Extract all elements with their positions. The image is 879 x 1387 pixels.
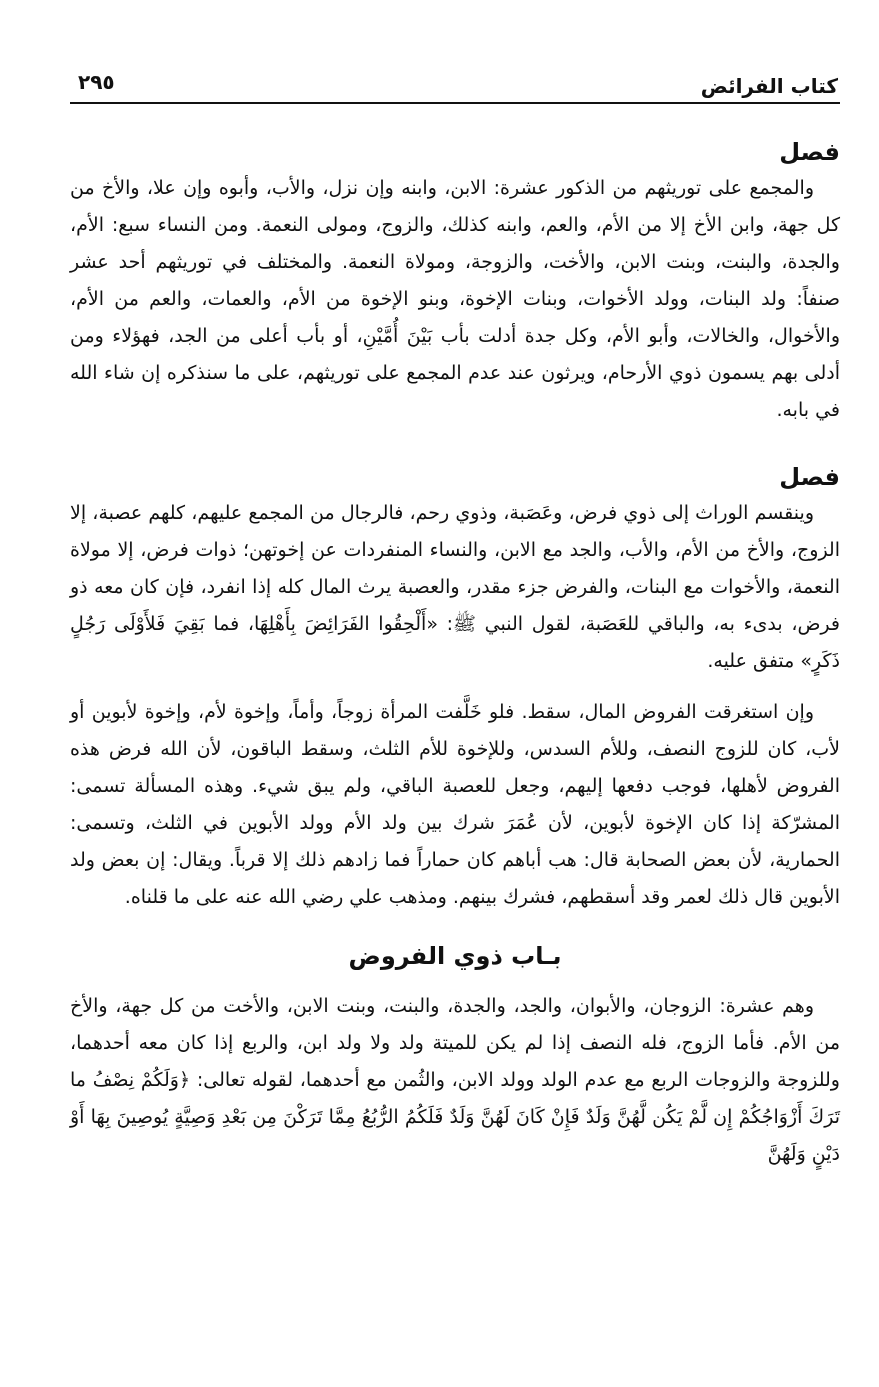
section-heading-2: فصل bbox=[779, 463, 840, 491]
section-2-paragraph-1: وينقسم الوراث إلى ذوي فرض، وعَصَبة، وذوي رحم، فالرجال من المجمع عليهم، كلهم عصبة، إلا الزوج، والأخ من الأم، والأب، والجد مع الابن، والنساء المنفردات عن إخوتهن؛ ذوات فرض، إلا مولاة النعمة، والأخوات مع البنات، والفرض جزء مقدر، والعصبة يرث المال كله إذا انفرد، فإن كان معه ذو فرض، بدىء به، والباقي للعَصَبة، لقول النبي ﷺ: «أَلْحِقُوا الفَرَائِضَ بِأَهْلِهَا، فما بَقِيَ فَلأَوْلَى رَجُلٍ ذَكَرٍ» متفق عليه. bbox=[70, 502, 840, 672]
section-heading-1: فصل bbox=[779, 138, 840, 166]
chapter-paragraph-1: وهم عشرة: الزوجان، والأبوان، والجد، والجدة، والبنت، وبنت الابن، والأخت من كل جهة، والأخ من الأم. فأما الزوج، فله النصف إذا لم يكن للميتة ولد ولا ولد ابن، والربع إذا كان معه أحدهما، وللزوجة والزوجات الربع مع عدم الولد وولد الابن، والثُمن مع أحدهما، لقوله تعالى: ﴿وَلَكُمْ نِصْفُ ما تَرَكَ أَزْوَاجُكُمْ إِن لَّمْ يَكُن لَّهُنَّ وَلَدٌ فَإِنْ كَانَ لَهُنَّ وَلَدٌ فَلَكُمُ الرُّبُعُ مِمَّا تَرَكْنَ مِن بَعْدِ وَصِيَّةٍ يُوصِينَ بِهَا أَوْ دَيْنٍ وَلَهُنَّ bbox=[70, 995, 840, 1165]
book-page bbox=[70, 60, 840, 1350]
page-header bbox=[70, 60, 840, 104]
page-number: ٢٩٥ bbox=[78, 70, 115, 94]
chapter-heading: بـاب ذوي الفروض bbox=[348, 942, 562, 970]
running-title: كتاب الفرائض bbox=[700, 74, 838, 98]
section-2-paragraph-2: وإن استغرقت الفروض المال، سقط. فلو خَلَّفت المرأة زوجاً، وأماً، وإخوة لأم، وإخوة لأبوين أو لأب، كان للزوج النصف، وللأم السدس، وللإخوة للأم الثلث، وسقط الباقون، لأن الله فرض هذه الفروض لأهلها، فوجب دفعها إليهم، وجعل للعصبة الباقي، ولم يبق شيء. وهذه المسألة تسمى: المشرّكة إذا كان الإخوة لأبوين، لأن عُمَرَ شرك بين ولد الأم وولد الأبوين في الثلث، وتسمى: الحمارية، لأن بعض الصحابة قال: هب أباهم كان حماراً فما زادهم ذلك إلا قرباً. ويقال: إن بعض ولد الأبوين قال ذلك لعمر وقد أسقطهم، فشرك بينهم. ومذهب علي رضي الله عنه على ما قلناه. bbox=[70, 701, 840, 908]
section-1-paragraph: والمجمع على توريثهم من الذكور عشرة: الابن، وابنه وإن نزل، والأب، وأبوه وإن علا، والأخ من كل جهة، وابن الأخ إلا من الأم، والعم، وابنه كذلك، والزوج، ومولى النعمة. ومن النساء سبع: الأم، والجدة، والبنت، وبنت الابن، والأخت، والزوجة، ومولاة النعمة. والمختلف في توريثهم أحد عشر صنفاً: ولد البنات، وولد الأخوات، وبنات الإخوة، وبنو الإخوة من الأم، والعمات، والعم من الأم، والأخوال، والخالات، وأبو الأم، وكل جدة أدلت بأب بَيْنَ أُمَّيْنِ، أو بأب أعلى من الجد، فهؤلاء ومن أدلى بهم يسمون ذوي الأرحام، ويرثون عند عدم المجمع على توريثهم، على ما سنذكره إن شاء الله في بابه. bbox=[70, 177, 840, 421]
